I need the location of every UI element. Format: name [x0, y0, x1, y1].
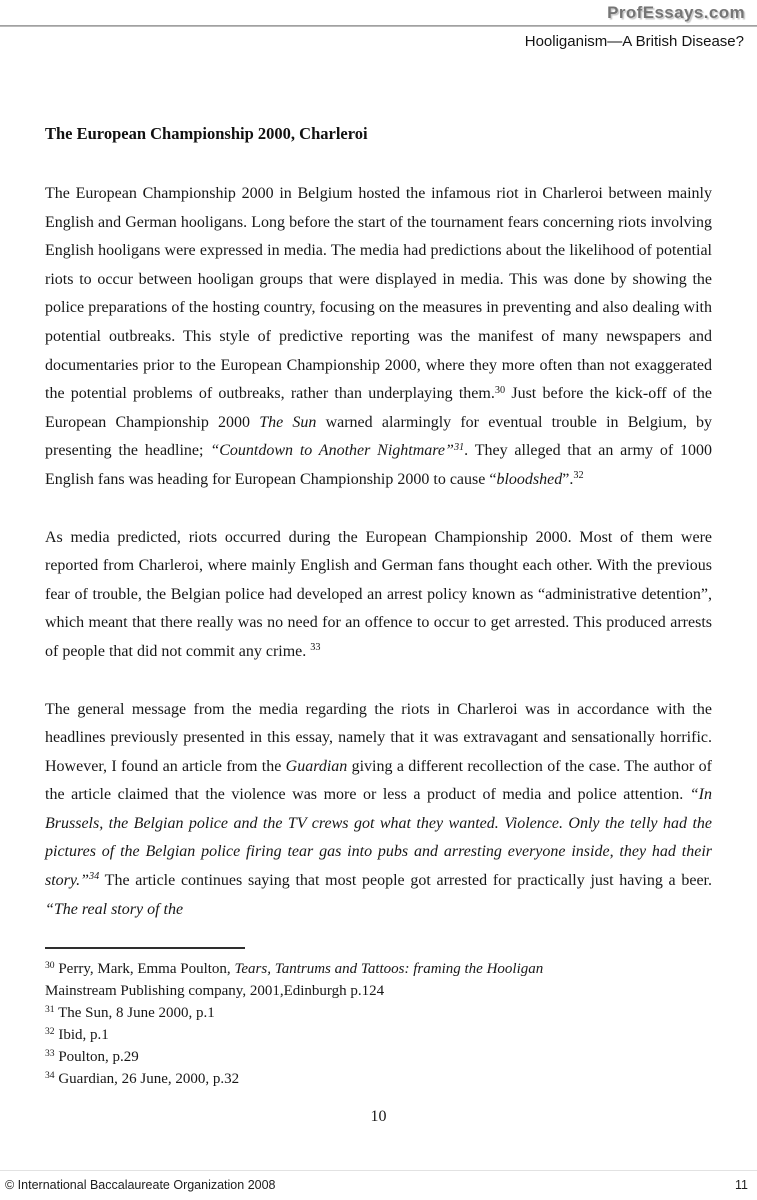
footnote-list: [45, 958, 712, 1090]
text-segment: Poulton, p.29: [58, 1049, 139, 1066]
footnote-separator-rule: [45, 947, 245, 949]
text-segment: “In Brussels, the Belgian police and the TV crews got what they wanted. Violence. Only the telly had the pictures of the Belgian police firing tear gas into pubs and arresting everyone inside, they had their story.”: [45, 786, 712, 890]
copyright-text: © International Baccalaureate Organization 2008: [5, 1178, 276, 1192]
footer-page-label: 11: [735, 1178, 748, 1192]
footnote-number: 33: [45, 1047, 55, 1059]
footnote-item: [45, 1002, 712, 1024]
footnote-item: [45, 958, 712, 1002]
text-segment: Just before the kick-off of the European Championship 2000: [45, 385, 713, 431]
text-segment: ”.: [562, 470, 574, 488]
body-paragraphs: [45, 180, 712, 924]
text-segment: Mainstream Publishing company, 2001,Edinburgh p.124: [45, 983, 385, 1000]
page-top-header: [0, 0, 757, 50]
text-segment: Tears, Tantrums and Tattoos: framing the Hooligan: [234, 961, 544, 978]
text-segment: The article continues saying that most people got arrested for practically just having a beer.: [99, 872, 712, 890]
running-header-title: Hooliganism—A British Disease?: [524, 33, 744, 50]
footnote-ref: 34: [89, 871, 100, 883]
page-number: 10: [370, 1108, 387, 1126]
paragraph: [45, 696, 712, 925]
header-rule: [0, 25, 757, 27]
text-segment: The Sun, 8 June 2000, p.1: [58, 1005, 215, 1022]
footnote-ref: 31: [453, 441, 465, 453]
text-segment: “Countdown to Another Nightmare”: [210, 442, 454, 460]
paragraph: [45, 180, 712, 495]
footnote-number: 32: [45, 1025, 55, 1037]
footnotes-section: [45, 947, 712, 1090]
page-footer: [0, 1170, 757, 1200]
text-segment: The general message from the media regarding the riots in Charleroi was in accordance with the headlines previously presented in this essay, namely that it was extravagant and sensationally horrific. However, I found an article from the: [45, 700, 712, 775]
footnote-item: [45, 1024, 712, 1046]
text-segment: The Sun: [259, 413, 317, 431]
text-segment: Ibid, p.1: [58, 1027, 109, 1044]
footnote-item: [45, 1046, 712, 1068]
text-segment: . They alleged that an army of 1000 English fans was heading for European Championship 2000 to cause “: [45, 442, 713, 488]
paragraph: [45, 524, 712, 667]
text-segment: Perry, Mark, Emma Poulton,: [58, 961, 235, 978]
text-segment: As media predicted, riots occurred during the European Championship 2000. Most of them were reported from Charleroi, where mainly English and German fans thought each other. With the previous fear of trouble, the Belgian police had developed an arrest policy known as “administrative detention”, which meant that there really was no need for an offence to occur to get arrested. This produced arrests of people that did not commit any crime.: [45, 528, 712, 660]
footnote-ref: 32: [573, 470, 584, 482]
text-segment: The European Championship 2000 in Belgium hosted the infamous riot in Charleroi between mainly English and German hooligans. Long before the start of the tournament fears concerning riots involving English hooligans were expressed in media. The media had predictions about the likelihood of potential riots to occur between hooligan groups that were displayed in media. This was done by showing the police preparations of the hosting country, focusing on the measures in preventing and also dealing with potential outbreaks. This style of predictive reporting was the manifest of many newspapers and documentaries prior to the European Championship 2000, where they more often than not exaggerated the potential problems of outbreaks, rather than underplaying them.: [45, 185, 712, 403]
text-segment: warned alarmingly for eventual trouble in Belgium, by presenting the headline;: [45, 413, 713, 460]
section-heading: The European Championship 2000, Charleroi: [45, 124, 368, 143]
footnote-number: 31: [45, 1003, 55, 1015]
footnote-number: 34: [45, 1069, 55, 1081]
text-segment: Guardian, 26 June, 2000, p.32: [58, 1071, 240, 1088]
text-segment: bloodshed: [496, 470, 563, 488]
footnote-item: [45, 1068, 712, 1090]
footnote-ref: 33: [310, 642, 321, 654]
text-segment: giving a different recollection of the case. The author of the article claimed that the violence was more or less a product of media and police attention.: [45, 757, 712, 804]
footnote-number: 30: [45, 959, 55, 971]
footnote-ref: 30: [494, 384, 506, 396]
profEssays-watermark: ProfEssays.com: [607, 3, 745, 22]
text-segment: “The real story of the: [45, 900, 184, 918]
document-content: [45, 124, 712, 1126]
text-segment: Guardian: [285, 757, 348, 775]
